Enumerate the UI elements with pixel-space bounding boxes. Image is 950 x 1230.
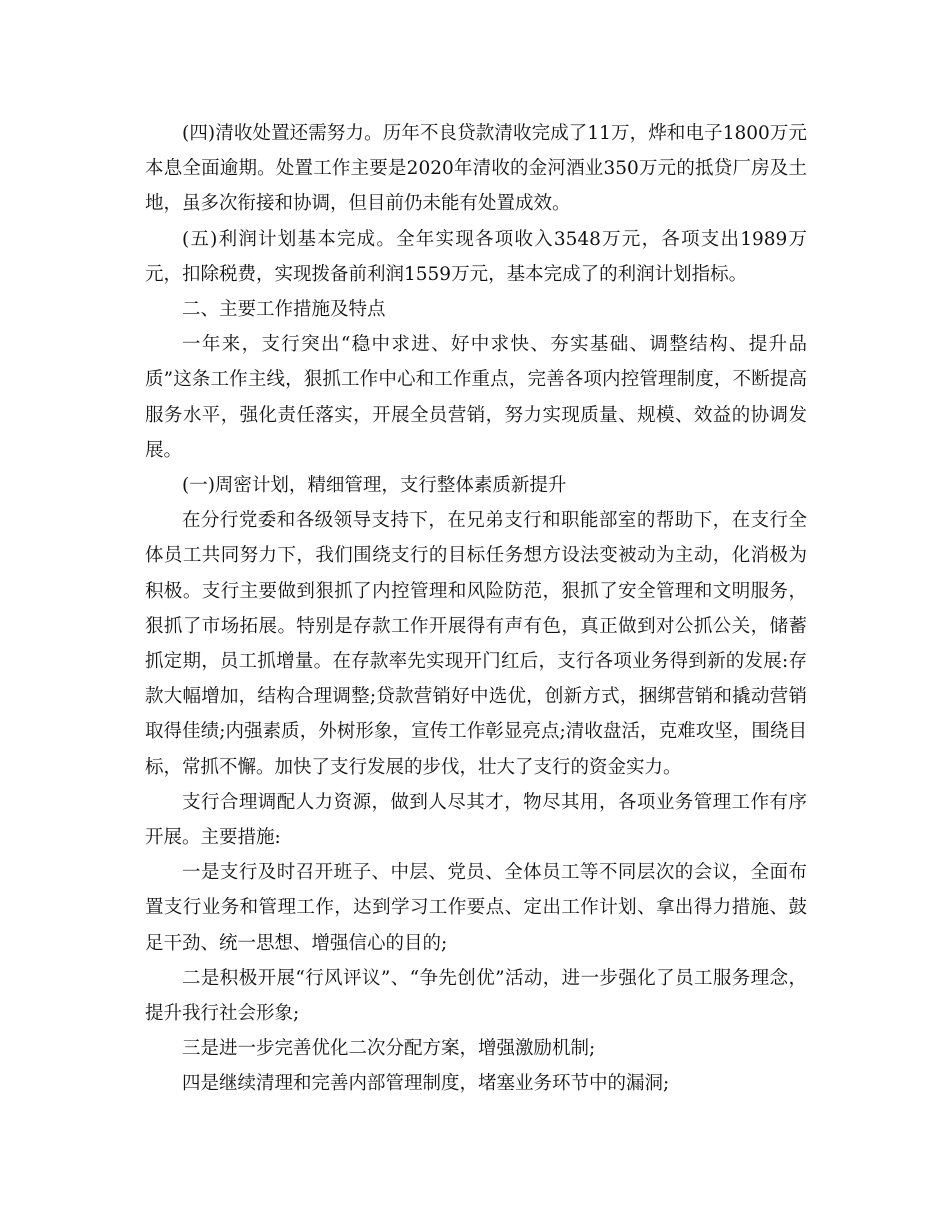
list-item-measure-1: 一是支行及时召开班子、中层、党员、全体员工等不同层次的会议，全面布置支行业务和管理工作，达到学习工作要点、定出工作计划、拿出得力措施、鼓足干劲、统一思想、增强信心的目的; [145,862,807,954]
paragraph-achievements: 在分行党委和各级领导支持下，在兄弟支行和职能部室的帮助下，在支行全体员工共同努力下，我们围绕支行的目标任务想方设法变被动为主动，化消极为积极。支行主要做到狠抓了内控管理和风险防范，狠抓了安全管理和文明服务，狠抓了市场拓展。特别是存款工作开展得有声有色，真正做到对公抓公关，储蓄抓定期，员工抓增量。在存款率先实现开门红后，支行各项业务得到新的发展:存款大幅增加，结构合理调整;贷款营销好中选优，创新方式，捆绑营销和撬动营销取得佳绩;内强素质，外树形象，宣传工作彰显亮点;清收盘活，克难攻坚，围绕目标，常抓不懈。加快了支行发展的步伐，壮大了支行的资金实力。 [145,510,807,778]
list-item-measure-2: 二是积极开展“行风评议”、“争先创优”活动，进一步强化了员工服务理念，提升我行社会形象; [145,967,807,1025]
subsection-heading-1: (一)周密计划，精细管理，支行整体素质新提升 [182,475,567,497]
paragraph-item-4: (四)清收处置还需努力。历年不良贷款清收完成了11万，烨和电子1800万元本息全面逾期。处置工作主要是2020年清收的金河酒业350万元的抵贷厂房及土地，虽多次衔接和协调，但目前仍未能有处置成效。 [145,123,807,215]
list-item-measure-3: 三是进一步完善优化二次分配方案，增强激励机制; [182,1038,596,1060]
section-heading-measures: 二、主要工作措施及特点 [182,299,386,321]
paragraph-overview: 一年来，支行突出“稳中求进、好中求快、夯实基础、调整结构、提升品质”这条工作主线，狠抓工作中心和工作重点，完善各项内控管理制度，不断提高服务水平，强化责任落实，开展全员营销，努力实现质量、规模、效益的协调发展。 [145,334,807,461]
paragraph-hr-allocation: 支行合理调配人力资源，做到人尽其才，物尽其用，各项业务管理工作有序开展。主要措施: [145,791,807,849]
list-item-measure-4: 四是继续清理和完善内部管理制度，堵塞业务环节中的漏洞; [182,1073,670,1095]
paragraph-item-5: (五)利润计划基本完成。全年实现各项收入3548万元，各项支出1989万元，扣除税费，实现拨备前利润1559万元，基本完成了的利润计划指标。 [145,228,807,285]
